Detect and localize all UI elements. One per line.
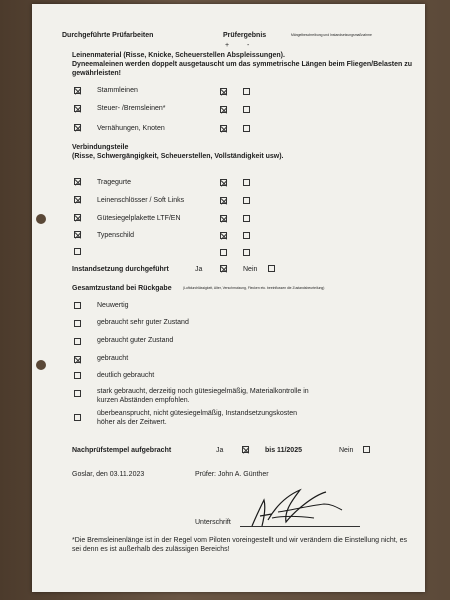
condition-option-label: Neuwertig bbox=[97, 302, 129, 309]
checkbox-steuerleinen-plus[interactable] bbox=[220, 106, 227, 113]
repair-yes-label: Ja bbox=[195, 266, 203, 273]
checkbox-tragegurte-done[interactable] bbox=[74, 178, 81, 185]
checkbox-steuerleinen-done[interactable] bbox=[74, 105, 81, 112]
checkbox-vernaehungen-minus[interactable] bbox=[243, 125, 250, 132]
item-label: Tragegurte bbox=[97, 179, 131, 186]
checkbox-typenschild-plus[interactable] bbox=[220, 232, 227, 239]
checkbox-tragegurte-minus[interactable] bbox=[243, 179, 250, 186]
checkbox-stamp-yes[interactable] bbox=[242, 446, 249, 453]
condition-note: (Luftdurchlässigkeit, Alter, Verschmutzung, Flecken etc. beeinflussen die Zustandsbeurteilung) bbox=[183, 286, 325, 290]
checkbox-tragegurte-plus[interactable] bbox=[220, 179, 227, 186]
header-col-result: Prüfergebnis bbox=[223, 32, 267, 39]
checkbox-vernaehungen-done[interactable] bbox=[74, 124, 81, 131]
stamp-until: bis 11/2025 bbox=[265, 447, 302, 454]
checkbox-leinenschloesser-done[interactable] bbox=[74, 196, 81, 203]
checkbox-leinenschloesser-minus[interactable] bbox=[243, 197, 250, 204]
condition-option-label: überbeansprucht, nicht gütesiegelmäßig, Instandsetzungskosten höher als der Zeitwert. bbox=[97, 410, 298, 426]
inspector-name: Prüfer: John A. Günther bbox=[195, 471, 269, 478]
checkbox-steuerleinen-minus[interactable] bbox=[243, 106, 250, 113]
item-label: Stammleinen bbox=[97, 87, 138, 94]
checkbox-empty-plus[interactable] bbox=[220, 249, 227, 256]
item-label: Typenschild bbox=[97, 232, 134, 239]
checkbox-empty-done[interactable] bbox=[74, 248, 81, 255]
punch-hole-top bbox=[36, 214, 46, 224]
condition-option-label: stark gebraucht, derzeitig noch gütesiegelmäßig, Materialkontrolle in kurzen Abständen empfohlen. bbox=[97, 388, 309, 404]
checkbox-condition-gebraucht[interactable] bbox=[74, 356, 81, 363]
checkbox-condition-deutlich[interactable] bbox=[74, 372, 81, 379]
checkbox-empty-minus[interactable] bbox=[243, 249, 250, 256]
checkbox-condition-neuwertig[interactable] bbox=[74, 302, 81, 309]
section-lines-note: Dyneemaleinen werden doppelt ausgetauscht um das symmetrische Längen beim Fliegen/Belasten zu gewährleisten! bbox=[72, 61, 412, 77]
checkbox-leinenschloesser-plus[interactable] bbox=[220, 197, 227, 204]
signature-label: Unterschrift bbox=[195, 519, 231, 526]
header-plus: + bbox=[225, 42, 230, 49]
section-lines-title: Leinenmaterial (Risse, Knicke, Scheuerstellen Abspleissungen). bbox=[72, 52, 285, 59]
header-minus: - bbox=[247, 42, 250, 49]
condition-option-label: gebraucht guter Zustand bbox=[97, 337, 174, 344]
checkbox-repair-yes[interactable] bbox=[220, 265, 227, 272]
checkbox-guetesiegel-done[interactable] bbox=[74, 214, 81, 221]
header-col-defects: Mängelbeschreibung und Instandsetzungsmaßnahme bbox=[291, 33, 372, 37]
checkbox-vernaehungen-plus[interactable] bbox=[220, 125, 227, 132]
checkbox-typenschild-done[interactable] bbox=[74, 231, 81, 238]
condition-option-label: deutlich gebraucht bbox=[97, 372, 155, 379]
checkbox-stammleinen-plus[interactable] bbox=[220, 88, 227, 95]
item-label: Leinenschlösser / Soft Links bbox=[97, 197, 185, 204]
checkbox-stammleinen-minus[interactable] bbox=[243, 88, 250, 95]
disclaimer: *Die Bremsleinenlänge ist in der Regel vom Piloten voreingestellt und wir verändern die Einstellung nicht, es sei denn es ist außerhalb des zulässigen Bereichs! bbox=[72, 537, 408, 553]
checkbox-guetesiegel-plus[interactable] bbox=[220, 215, 227, 222]
checkbox-typenschild-minus[interactable] bbox=[243, 232, 250, 239]
checkbox-stamp-no[interactable] bbox=[363, 446, 370, 453]
condition-option-label: gebraucht bbox=[97, 355, 129, 362]
stamp-label: Nachprüfstempel aufgebracht bbox=[72, 447, 172, 454]
place-date: Goslar, den 03.11.2023 bbox=[72, 471, 145, 478]
condition-option-label: gebraucht sehr guter Zustand bbox=[97, 319, 189, 326]
checkbox-condition-ueberbeansprucht[interactable] bbox=[74, 414, 81, 421]
repair-no-label: Nein bbox=[243, 266, 258, 273]
inspection-form-sheet bbox=[32, 4, 425, 592]
punch-hole-bottom bbox=[36, 360, 46, 370]
stamp-yes-label: Ja bbox=[216, 447, 224, 454]
section-parts-title: Verbindungsteile bbox=[72, 144, 129, 151]
checkbox-condition-stark[interactable] bbox=[74, 390, 81, 397]
item-label: Vernähungen, Knoten bbox=[97, 125, 165, 132]
item-label: Steuer- /Bremsleinen* bbox=[97, 105, 166, 112]
checkbox-condition-sehr-gut[interactable] bbox=[74, 320, 81, 327]
header-col-work: Durchgeführte Prüfarbeiten bbox=[62, 32, 154, 39]
condition-title: Gesamtzustand bei Rückgabe bbox=[72, 285, 172, 292]
handwritten-signature bbox=[242, 482, 352, 532]
repair-label: Instandsetzung durchgeführt bbox=[72, 266, 169, 273]
checkbox-condition-gut[interactable] bbox=[74, 338, 81, 345]
section-parts-subtitle: (Risse, Schwergängigkeit, Scheuerstellen, Vollständigkeit usw). bbox=[72, 153, 284, 160]
stamp-no-label: Nein bbox=[339, 447, 354, 454]
item-label: Gütesiegelplakette LTF/EN bbox=[97, 215, 181, 222]
checkbox-stammleinen-done[interactable] bbox=[74, 87, 81, 94]
checkbox-guetesiegel-minus[interactable] bbox=[243, 215, 250, 222]
checkbox-repair-no[interactable] bbox=[268, 265, 275, 272]
